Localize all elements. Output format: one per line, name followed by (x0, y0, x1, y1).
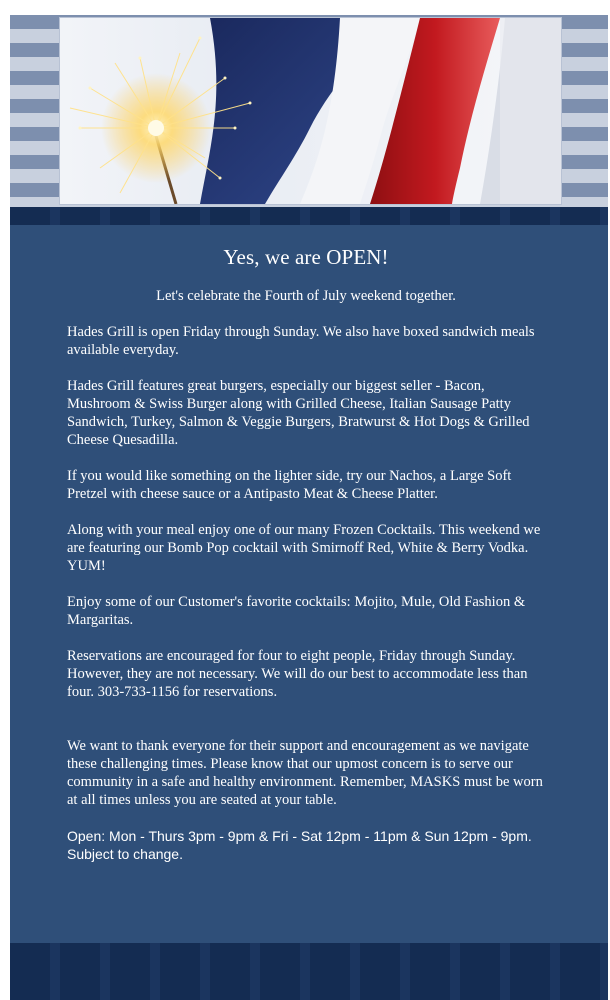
hours-text: Open: Mon - Thurs 3pm - 9pm & Fri - Sat 12pm - 11pm & Sun 12pm - 9pm. Subject to change. (67, 828, 532, 862)
paragraph-thank-you: We want to thank everyone for their support and encouragement as we navigate these challenging times. Please know that our upmost concern is to serve our community in a safe and healthy environment. Remember, MASKS must be worn at all times unless you are seated at your table. (67, 738, 543, 808)
headline: Yes, we are OPEN! (223, 245, 389, 269)
footer-band (10, 943, 608, 1000)
header-divider-band (10, 207, 608, 225)
sparkler-flag-banner-image (60, 18, 561, 204)
subline: Let's celebrate the Fourth of July weekend together. (156, 288, 456, 304)
paragraph-open-days: Hades Grill is open Friday through Sunday. We also have boxed sandwich meals available everyday. (67, 324, 535, 358)
sparkler-flag-illustration (60, 18, 561, 204)
paragraph-cocktails: Along with your meal enjoy one of our many Frozen Cocktails. This weekend we are featuring our Bomb Pop cocktail with Smirnoff Red, White & Berry Vodka. YUM! (67, 522, 541, 574)
header-stripes (10, 15, 608, 207)
paragraph-favorite-cocktails: Enjoy some of our Customer's favorite cocktails: Mojito, Mule, Old Fashion & Margaritas. (67, 594, 526, 628)
message-content (67, 245, 545, 881)
paragraph-reservations: Reservations are encouraged for four to eight people, Friday through Sunday. However, they are not necessary. We will do our best to accommodate less than four. 303-733-1156 for reservations. (67, 648, 528, 700)
paragraph-burgers: Hades Grill features great burgers, especially our biggest seller - Bacon, Mushroom & Swiss Burger along with Grilled Cheese, Italian Sausage Patty Sandwich, Turkey, Salmon & Veggie Burgers, Bratwurst & Hot Dogs & Grilled Cheese Quesadilla. (67, 378, 530, 448)
paragraph-lighter-side: If you would like something on the lighter side, try our Nachos, a Large Soft Pretzel with cheese sauce or a Antipasto Meat & Cheese Platter. (67, 468, 512, 502)
